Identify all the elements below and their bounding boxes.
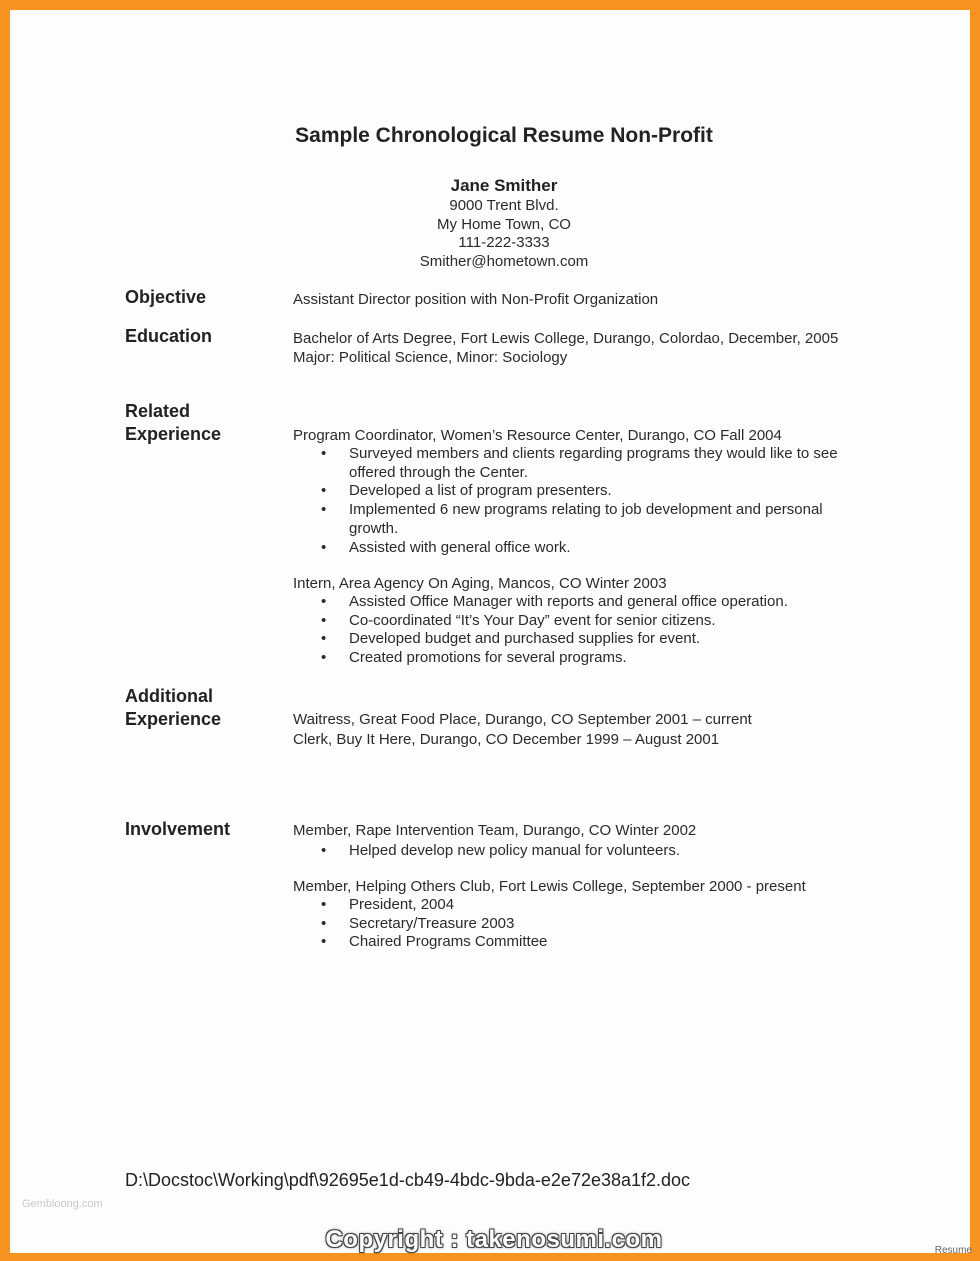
contact-name: Jane Smither [450,176,558,195]
additional-label-line-2: Experience [125,708,222,729]
watermark-small: Gembloong.com [22,1198,103,1210]
contact-address: 9000 Trent Blvd. [449,197,559,214]
education-line-1: Bachelor of Arts Degree, Fort Lewis College, Durango, Colordao, December, 2005 [293,330,839,347]
education-label: Education [125,326,213,346]
watermark-copyright: Copyright : takenosumi.com [325,1226,663,1253]
list-item: • Assisted with general office work. [293,539,873,558]
job-2-bullet-list [293,593,893,668]
contact-phone: 111-222-3333 [458,234,550,251]
list-item: • Secretary/Treasure 2003 [293,915,893,934]
involvement-2-bullet-list [293,896,893,952]
resume-title: Sample Chronological Resume Non-Profit [295,124,713,147]
list-item: • Implemented 6 new programs relating to job development and personal growth. [293,501,873,538]
list-item: • Assisted Office Manager with reports and general office operation. [293,593,893,612]
additional-line-1: Waitress, Great Food Place, Durango, CO September 2001 – current [293,711,752,728]
contact-city: My Home Town, CO [437,215,571,233]
list-item: • Developed budget and purchased supplies for event. [293,630,893,649]
list-item: • President, 2004 [293,896,893,915]
list-item: • Created promotions for several programs. [293,649,893,668]
contact-email: Smither@hometown.com [419,252,589,270]
contact-block [0,175,980,271]
job-title-2: Intern, Area Agency On Aging, Mancos, CO Winter 2003 [293,575,667,592]
involvement-label: Involvement [125,819,231,839]
job-1-bullet-list [293,445,873,557]
watermark-corner: Resume [934,1245,972,1256]
job-title-1: Program Coordinator, Women’s Resource Center, Durango, CO Fall 2004 [293,427,782,444]
additional-label-line-1: Additional [125,686,213,706]
additional-experience-label [125,685,221,730]
list-item: • Surveyed members and clients regarding programs they would like to see offered through the Center. [293,445,873,482]
related-label-line-2: Experience [125,423,222,444]
education-line-2: Major: Political Science, Minor: Sociology [293,349,568,366]
related-label-line-1: Related [125,401,191,421]
involvement-1-bullet-list [293,842,893,861]
involvement-title-2: Member, Helping Others Club, Fort Lewis College, September 2000 - present [293,878,806,895]
additional-line-2: Clerk, Buy It Here, Durango, CO December 1999 – August 2001 [293,731,720,748]
footer-file-path: D:\Docstoc\Working\pdf\92695e1d-cb49-4bdc-9bda-e2e72e38a1f2.doc [125,1170,691,1190]
list-item: • Helped develop new policy manual for volunteers. [293,842,893,861]
involvement-title-1: Member, Rape Intervention Team, Durango, CO Winter 2002 [293,822,697,839]
objective-label: Objective [125,287,207,307]
related-experience-label [125,400,221,445]
list-item: • Co-coordinated “It’s Your Day” event for senior citizens. [293,612,893,631]
list-item: • Developed a list of program presenters. [293,482,873,501]
list-item: • Chaired Programs Committee [293,933,893,952]
objective-text: Assistant Director position with Non-Profit Organization [293,291,659,308]
